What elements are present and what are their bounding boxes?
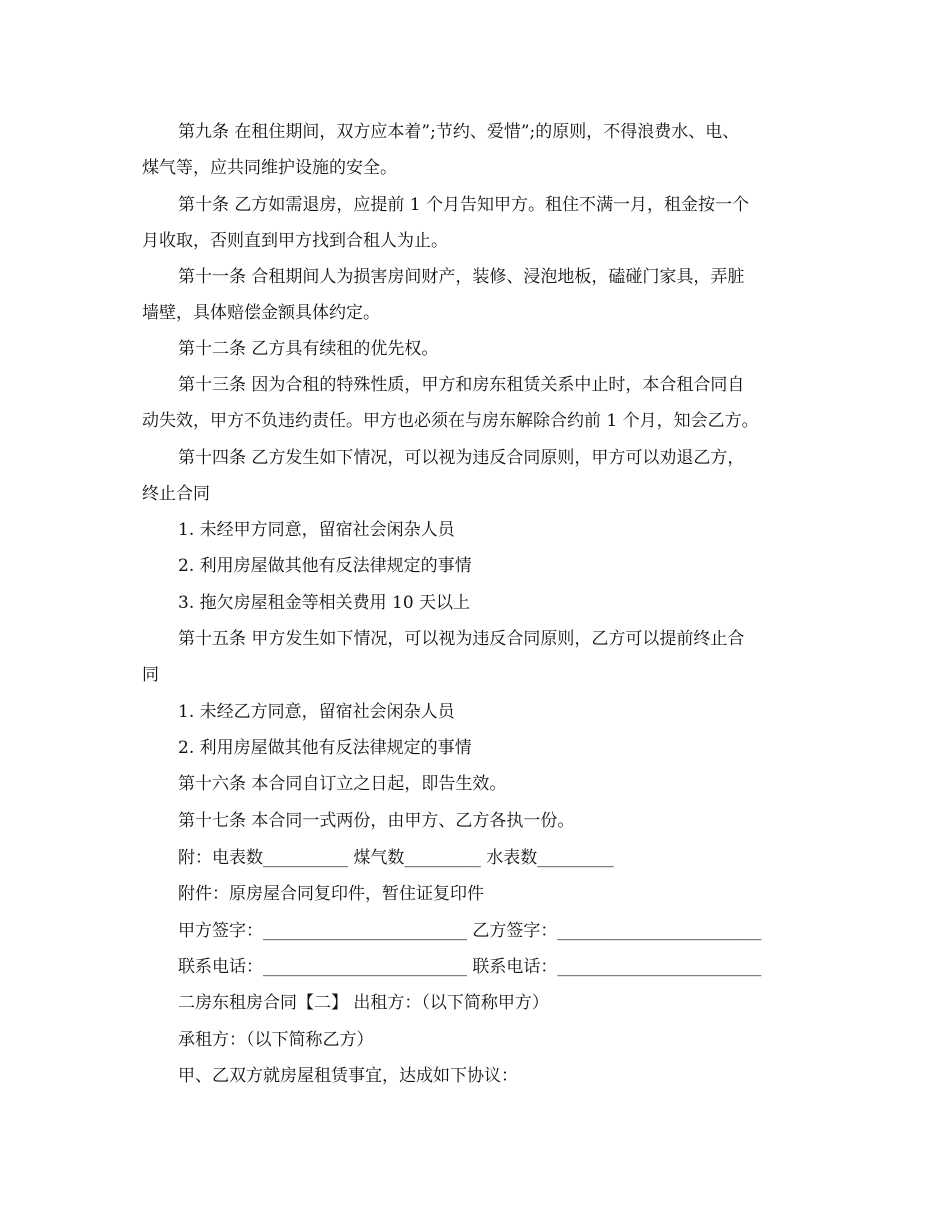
signature-line: 甲方签字：________________________ 乙方签字：________________________ xyxy=(178,921,762,941)
article-14-line-2: 终止合同 xyxy=(142,484,210,504)
phone-line: 联系电话：________________________ 联系电话：________________________ xyxy=(178,957,762,977)
article-11-line-2: 墙壁，具体赔偿金额具体约定。 xyxy=(142,303,380,323)
article-15-item-2: 2. 利用房屋做其他有反法律规定的事情 xyxy=(178,738,472,758)
attachments: 附件：原房屋合同复印件，暂住证复印件 xyxy=(178,884,484,904)
article-12: 第十二条 乙方具有续租的优先权。 xyxy=(178,339,439,359)
contract-two-heading: 二房东租房合同【二】 出租方：（以下简称甲方） xyxy=(178,993,549,1013)
article-14-item-3: 3. 拖欠房屋租金等相关费用 10 天以上 xyxy=(178,593,471,613)
article-14-item-2: 2. 利用房屋做其他有反法律规定的事情 xyxy=(178,556,472,576)
meter-readings: 附：电表数__________ 煤气数_________ 水表数_________ xyxy=(178,848,614,868)
article-15-line-1: 第十五条 甲方发生如下情况，可以视为违反合同原则，乙方可以提前终止合 xyxy=(178,629,745,649)
article-11-line-1: 第十一条 合租期间人为损害房间财产，装修、浸泡地板，磕碰门家具，弄脏 xyxy=(178,267,745,287)
article-15-line-2: 同 xyxy=(142,665,159,685)
article-13-line-1: 第十三条 因为合租的特殊性质，甲方和房东租赁关系中止时，本合租合同自 xyxy=(178,375,745,395)
article-9-line-2: 煤气等，应共同维护设施的安全。 xyxy=(142,158,397,178)
article-14-item-1: 1. 未经甲方同意，留宿社会闲杂人员 xyxy=(178,520,455,540)
article-15-item-1: 1. 未经乙方同意，留宿社会闲杂人员 xyxy=(178,702,455,722)
article-17: 第十七条 本合同一式两份，由甲方、乙方各执一份。 xyxy=(178,811,575,831)
article-13-line-2: 动失效，甲方不负违约责任。甲方也必须在与房东解除合约前 1 个月，知会乙方。 xyxy=(142,411,759,431)
tenant-line: 承租方：（以下简称乙方） xyxy=(178,1030,374,1050)
article-10-line-1: 第十条 乙方如需退房，应提前 1 个月告知甲方。租住不满一月，租金按一个 xyxy=(178,195,750,215)
article-14-line-1: 第十四条 乙方发生如下情况，可以视为违反合同原则，甲方可以劝退乙方， xyxy=(178,448,745,468)
article-10-line-2: 月收取，否则直到甲方找到合租人为止。 xyxy=(142,231,448,251)
article-9-line-1: 第九条 在租住期间，双方应本着”;节约、爱惜”;的原则，不得浪费水、电、 xyxy=(178,122,740,142)
article-16: 第十六条 本合同自订立之日起，即告生效。 xyxy=(178,774,507,794)
agreement-intro: 甲、乙双方就房屋租赁事宜，达成如下协议： xyxy=(178,1066,518,1086)
